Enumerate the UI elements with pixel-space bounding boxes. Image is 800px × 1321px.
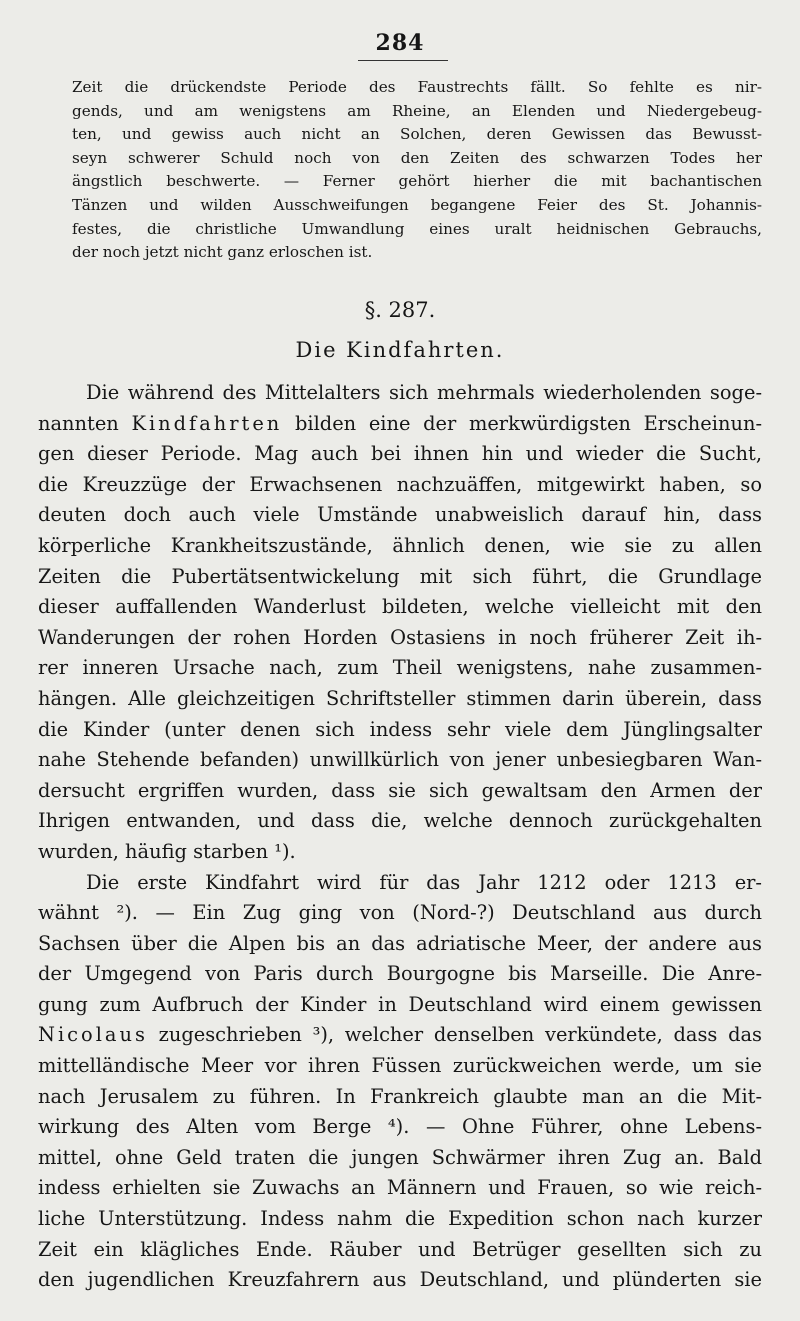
text-line: wirkung des Alten vom Berge ⁴). — Ohne Führer, ohne Lebens- [38,1115,762,1139]
text-line: dersucht ergriffen wurden, dass sie sich gewaltsam den Armen der [38,778,762,802]
text-span: nannten [38,411,132,435]
text-line: der noch jetzt nicht ganz erloschen ist. [72,243,373,262]
text-line: dieser auffallenden Wanderlust bildeten, welche vielleicht mit den [38,595,762,619]
text-line: Zeit ein klägliches Ende. Räuber und Betrüger gesellten sich zu [38,1237,762,1261]
text-line: Die während des Mittelalters sich mehrmals wiederholenden soge- [86,381,762,404]
text-line: gends, und am wenigstens am Rheine, an Elenden und Niedergebeug- [72,101,762,120]
text-line: ängstlich beschwerte. — Ferner gehört hierher die mit bachantischen [72,172,762,191]
emphasized-term: Kindfahrten [131,411,283,435]
emphasized-name: Nicolaus [38,1023,148,1047]
text-line: indess erhielten sie Zuwachs an Männern und Frauen, so wie reich- [38,1176,762,1200]
text-line: rer inneren Ursache nach, zum Theil wenigstens, nahe zusammen- [38,656,762,680]
text-line: Wanderungen der rohen Horden Ostasiens in noch früherer Zeit ih- [38,625,762,649]
text-line: wähnt ²). — Ein Zug ging von (Nord-?) Deutschland aus durch [38,901,762,925]
text-line: festes, die christliche Umwandlung eines uralt heidnischen Gebrauchs, [72,219,762,238]
text-line [38,1020,762,1051]
text-line: mittelländische Meer vor ihren Füssen zurückweichen werde, um sie [38,1054,762,1078]
text-line: Tänzen und wilden Ausschweifungen begangene Feier des St. Johannis- [72,195,762,214]
text-line: Sachsen über die Alpen bis an das adriatische Meer, der andere aus [38,931,762,955]
text-line: die Kreuzzüge der Erwachsenen nachzuäffen, mitgewirkt haben, so [38,472,762,496]
text-line: körperliche Krankheitszustände, ähnlich denen, wie sie zu allen [38,533,762,557]
text-line: Zeit die drückendste Periode des Faustrechts fällt. So fehlte es nir- [72,78,762,96]
text-line: den jugendlichen Kreuzfahrern aus Deutschland, und plünderten sie [38,1268,762,1292]
text-line: mittel, ohne Geld traten die jungen Schwärmer ihren Zug an. Bald [38,1145,762,1169]
text-line: ten, und gewiss auch nicht an Solchen, deren Gewissen das Bewusst- [72,125,762,144]
text-line: die Kinder (unter denen sich indess sehr viele dem Jünglingsalter [38,717,762,741]
text-span: zugeschrieben ³), welcher denselben verkündete, dass das [147,1023,762,1047]
text-line [38,409,762,440]
text-line: wurden, häufig starben ¹). [38,839,296,863]
text-line: der Umgegend von Paris durch Bourgogne bis Marseille. Die Anre- [38,962,762,986]
text-line: Ihrigen entwanden, und dass die, welche dennoch zurückgehalten [38,809,762,833]
section-number: §. 287. [364,298,436,322]
header-rule [358,60,448,61]
text-line: gung zum Aufbruch der Kinder in Deutschland wird einem gewissen [38,992,762,1016]
text-line: nahe Stehende befanden) unwillkürlich von jener unbesiegbaren Wan- [38,748,762,772]
text-span: bilden eine der merkwürdigsten Erscheinun- [282,411,762,435]
text-line: Zeiten die Pubertätsentwickelung mit sich führt, die Grundlage [38,564,762,588]
continuation-text-block [72,76,762,265]
text-line: liche Unterstützung. Indess nahm die Expedition schon nach kurzer [38,1207,762,1231]
text-line: seyn schwerer Schuld noch von den Zeiten des schwarzen Todes her [72,148,762,167]
text-line: deuten doch auch viele Umstände unabweislich darauf hin, dass [38,503,762,527]
section-title: Die Kindfahrten. [295,338,505,362]
page-number: 284 [375,30,425,56]
text-line: gen dieser Periode. Mag auch bei ihnen hin und wieder die Sucht, [38,442,762,466]
body-text-block [38,378,762,1296]
text-line: Die erste Kindfahrt wird für das Jahr 1212 oder 1213 er- [86,870,762,894]
text-line: nach Jerusalem zu führen. In Frankreich glaubte man an die Mit- [38,1084,762,1108]
text-line: hängen. Alle gleichzeitigen Schriftsteller stimmen darin überein, dass [38,686,762,710]
